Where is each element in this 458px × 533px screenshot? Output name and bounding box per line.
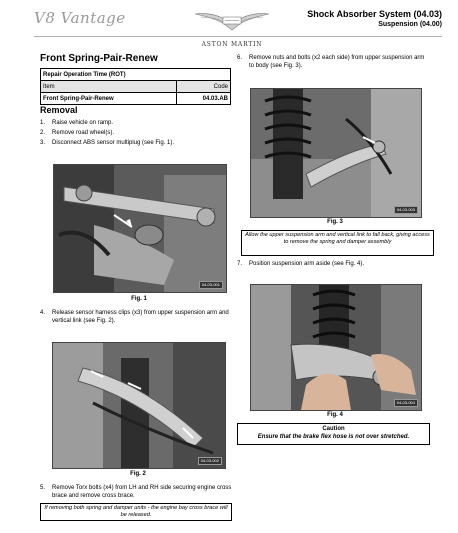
step-number: 7. xyxy=(237,261,243,267)
step-7 xyxy=(237,260,433,269)
caution-text: Ensure that the brake flex hose is not over stretched. xyxy=(257,434,410,440)
procedure-title: Front Spring-Pair-Renew xyxy=(40,53,158,64)
rot-table-heading: Repair Operation Time (ROT) xyxy=(41,69,231,81)
caution-box xyxy=(237,423,430,445)
step-number: 3. xyxy=(40,140,46,146)
step-1 xyxy=(40,119,230,128)
step-6 xyxy=(237,54,433,72)
subsection-title: Suspension (04.00) xyxy=(378,21,442,28)
brand-wordmark: V8 Vantage xyxy=(34,9,126,27)
figure-2-photo xyxy=(52,342,226,469)
removal-heading: Removal xyxy=(40,105,78,115)
step-text: Position suspension arm aside (see Fig. 4). xyxy=(249,261,365,267)
figure-code: 04-03-002 xyxy=(198,457,222,465)
step-number: 2. xyxy=(40,130,46,136)
rot-col-code: Code xyxy=(176,81,230,93)
step-number: 1. xyxy=(40,120,46,126)
rot-table xyxy=(40,68,231,105)
header-divider xyxy=(34,36,442,37)
figure-3-note: Allow the upper suspension arm and vertical link to fall back, giving access to remove the spring and damper assembly xyxy=(241,230,434,256)
figure-2-caption: Fig. 2 xyxy=(130,471,146,477)
rot-col-item: Item xyxy=(41,81,177,93)
step-number: 5. xyxy=(40,485,46,491)
step-3 xyxy=(40,139,240,148)
step-5 xyxy=(40,484,236,502)
figure-3-photo xyxy=(250,88,422,218)
logo-wordmark: ASTON MARTIN xyxy=(201,41,263,48)
figure-1-caption: Fig. 1 xyxy=(131,296,147,302)
figure-4-photo xyxy=(250,284,422,411)
rot-row-code: 04.03.AB xyxy=(176,93,230,105)
step-text: Release sensor harness clips (x3) from upper suspension arm and vertical link (see Fig. 2). xyxy=(52,310,229,324)
figure-1-photo xyxy=(53,164,227,293)
step-text: Disconnect ABS sensor multiplug (see Fig. 1). xyxy=(52,140,175,146)
step-text: Remove nuts and bolts (x2 each side) from upper suspension arm to body (see Fig. 3). xyxy=(249,55,425,69)
caution-title: Caution xyxy=(322,426,345,432)
figure-4-caption: Fig. 4 xyxy=(327,412,343,418)
figure-3-caption: Fig. 3 xyxy=(327,219,343,225)
figure-code: 04-03-003 xyxy=(394,206,418,214)
step-2 xyxy=(40,129,230,138)
figure-code: 04-03-001 xyxy=(199,281,223,289)
section-title: Shock Absorber System (04.03) xyxy=(307,9,442,19)
step-5-note: If removing both spring and damper units - the engine bay cross brace will be released. xyxy=(40,503,232,521)
step-text: Raise vehicle on ramp. xyxy=(52,120,114,126)
rot-row-item: Front Spring-Pair-Renew xyxy=(41,93,177,105)
step-number: 4. xyxy=(40,310,46,316)
step-number: 6. xyxy=(237,55,243,61)
step-text: Remove Torx bolts (x4) from LH and RH side securing engine cross brace and remove cross brace. xyxy=(52,485,232,499)
figure-code: 04-03-004 xyxy=(394,399,418,407)
step-4 xyxy=(40,309,236,327)
step-text: Remove road wheel(s). xyxy=(52,130,115,136)
